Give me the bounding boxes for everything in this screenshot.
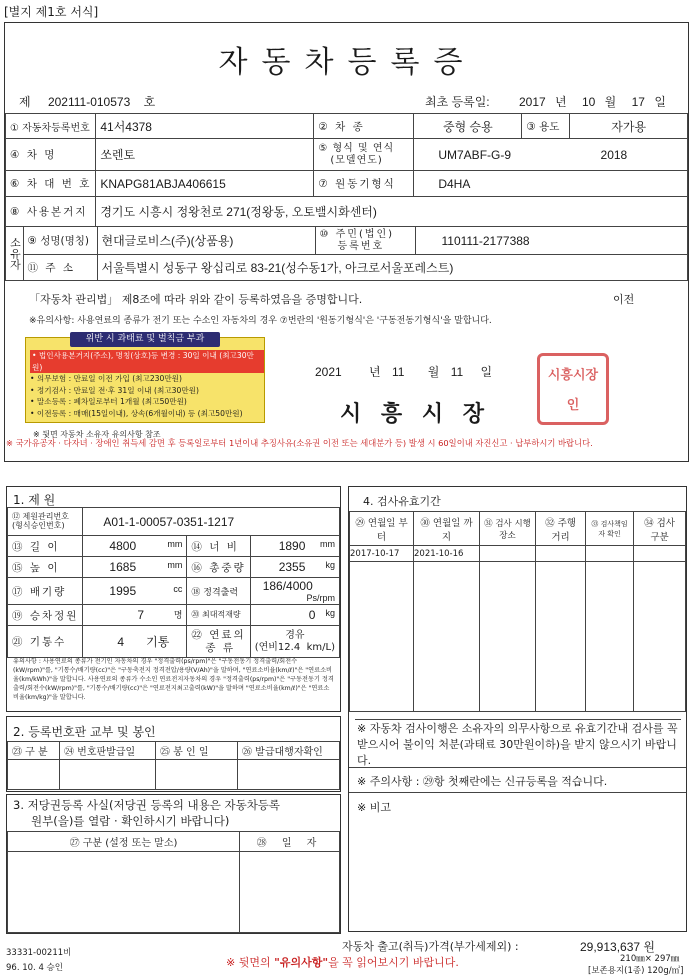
base-value: 경기도 시흥시 정왕천로 271(정왕동, 오토밸시화센터)	[96, 197, 688, 227]
cyl-value	[83, 626, 187, 658]
spec-num: 7	[137, 608, 145, 622]
engine-label: ⑦ 원동기형식	[314, 171, 414, 197]
spec-value	[83, 578, 187, 605]
plate-col: ㉕ 봉 인 일	[156, 742, 238, 760]
seal-text: 시흥시장인	[547, 368, 599, 413]
approval-label	[8, 508, 83, 536]
fuel-label-2: 종 류	[205, 641, 236, 654]
penalty-list	[30, 350, 264, 419]
mortgage-table	[7, 831, 340, 933]
price-label: 자동차 출고(취득)가격(부가세제외) :	[342, 940, 519, 953]
plate-box	[6, 716, 341, 792]
spec-num: 186/4000	[262, 579, 313, 593]
inspection-caution: ※ 주의사항 : ㉙항 첫째란에는 신규등록을 적습니다.	[357, 775, 608, 788]
spec-unit: cc	[173, 584, 183, 594]
spec-num: 4800	[109, 539, 137, 553]
first-registration	[425, 93, 666, 110]
inspection-divider-2	[349, 767, 686, 768]
inspection-heading: 4. 검사유효기간	[363, 495, 441, 508]
car-type-label: ② 차 종	[314, 114, 414, 139]
inspection-cell	[480, 546, 536, 562]
model-label	[314, 139, 414, 171]
spec-value	[250, 605, 339, 626]
cyl-label: ㉑ 기통수	[8, 626, 83, 658]
year-unit: 년	[555, 95, 567, 109]
model-value: UM7ABF-G-9	[438, 147, 512, 162]
certify-text: 「자동차 관리법」 제8조에 따라 위와 같이 등록하였음을 증명합니다.	[29, 293, 363, 306]
spec-label: ⑱ 정격출력	[187, 578, 250, 605]
cyl-unit: 기통	[146, 635, 170, 649]
plate-heading: 2. 등록번호판 교부 및 봉인	[13, 725, 156, 739]
inspection-cell	[586, 562, 634, 712]
paper-type: [보존용지(1종) 120g/㎡]	[588, 966, 684, 976]
issue-date	[315, 363, 492, 380]
plate-col: ㉖ 발급대행자확인	[238, 742, 340, 760]
owner-id-label-1: ⑩ 주민(법인)	[319, 229, 395, 240]
form-code: 33331-00211비	[6, 948, 72, 958]
inspection-col: ㉛ 검사 시행장소	[480, 512, 536, 546]
inspection-cell	[634, 562, 686, 712]
inspection-row	[350, 546, 686, 562]
issue-month: 11	[391, 365, 405, 379]
price-value: 29,913,637 원	[580, 940, 655, 954]
issue-d: 일	[480, 365, 493, 379]
inspection-col: ㉚ 연월일 까지	[414, 512, 480, 546]
inspection-to: 2021-10-16	[414, 546, 480, 562]
inspection-cell	[480, 562, 536, 712]
owner-addr-label: ⑪ 주 소	[23, 255, 97, 281]
spec-value	[83, 605, 187, 626]
fuel-label	[187, 626, 250, 658]
car-name-label: ④ 차 명	[6, 139, 96, 171]
penalty-line-2: • 의무보험 : 만료일 이전 가입 (최고230만원)	[30, 374, 182, 383]
owner-id-label-2: 등록번호	[337, 240, 385, 252]
vin-label: ⑥ 차 대 번 호	[6, 171, 96, 197]
tax-notice: ※ 국가유공자 · 다자녀 · 장애인 취득세 감면 후 등록일로부터 1년이내 추징사유(소유권 이전 또는 세대분가 등) 발생 시 60일이내 자진신고 · 납부하시기 바랍니다.	[6, 438, 593, 448]
month-unit: 월	[604, 95, 617, 109]
first-reg-label: 최초 등록일:	[425, 95, 490, 109]
form-label: [별지 제1호 서식]	[4, 5, 99, 19]
owner-name-value: 현대글로비스(주)(상품용)	[97, 227, 315, 255]
issue-day: 11	[450, 365, 464, 379]
fuel-eff: (연비12.4	[254, 641, 301, 653]
penalty-line-4: • 말소등록 : 폐차일로부터 1개월 (최고50만원)	[30, 397, 187, 406]
model-label-1: ⑤ 형식 및 연식	[318, 143, 395, 154]
mortgage-heading: 3. 저당권등록 사실(저당권 등록의 내용은 자동차등록	[13, 798, 281, 812]
fuel-value	[250, 626, 339, 658]
vin-value: KNAPG81ABJA406615	[96, 171, 314, 197]
paper-size: 210㎜× 297㎜	[620, 954, 680, 964]
spec-label: ⑰ 배기량	[8, 578, 83, 605]
reg-no-label: ① 자동차등록번호	[6, 114, 96, 139]
owner-side-text: 소유자	[8, 237, 22, 270]
spec-unit: kg	[325, 608, 335, 618]
issue-year: 2021	[315, 365, 342, 379]
spec-note: 유의사항 : 사용연료의 종류가 전기인 자동차의 경우 "정격출력(ps/rpm)"은 "구동전동기 정격출력/회전수(kW/rpm)"를, "기통수/배기량(cc)"은 "구동축전지 정격전압/용량(V/Ah)"을 말하며, "연료소비율(km/ℓ)"은 "연료소비율(km/kWh)"을 말합니다. 사용연료의 종류가 수소인 연료전지자동차의 경우 "정격출력(ps/rpm)"은 "구동전동기 정격출력/회전수(kW/rpm)"를, "기통수/배기량(cc)"은 "연료전지최고출력(kW)"을 말하며 "연료소비율(km/ℓ)"은 "연료소비율(km/kg)"을 말합니다.	[13, 658, 334, 701]
approval-label-2: (형식승인번호)	[12, 520, 65, 530]
owner-addr-value: 서울특별시 성동구 왕십리로 83-21(성수동1가, 아크로서울포레스트)	[97, 255, 688, 281]
mortgage-cell	[240, 852, 340, 933]
spec-value	[250, 536, 339, 557]
inspection-cell	[536, 562, 586, 712]
approval-date: 96. 10. 4 승인	[6, 963, 63, 973]
mortgage-heading-2: 원부(을)를 열람 · 확인하시기 바랍니다)	[31, 814, 230, 828]
official-seal	[537, 353, 609, 425]
doc-number: 202111-010573	[47, 95, 131, 109]
spec-unit: mm	[320, 539, 335, 549]
inspection-divider-3	[349, 792, 686, 793]
spec-label: ⑳ 최대적재량	[187, 605, 250, 626]
spec-num: 0	[308, 608, 316, 622]
inspection-cell	[536, 546, 586, 562]
read-notice	[226, 954, 459, 970]
first-reg-day: 17	[631, 95, 645, 109]
spec-table	[7, 507, 340, 658]
fuel-eff-unit: km/L)	[306, 641, 335, 653]
inspection-row	[350, 562, 686, 712]
spec-label: ⑮ 높 이	[8, 557, 83, 578]
issue-m: 월	[427, 365, 440, 379]
owner-table	[5, 226, 688, 281]
penalty-line-5: • 이전등록 : 매매(15일이내), 상속(6개월이내) 등 (최고50만원)	[30, 408, 243, 418]
approval-value: A01-1-00057-0351-1217	[83, 508, 340, 536]
usage-label: ③ 용도	[522, 114, 570, 139]
inspection-cell	[414, 562, 480, 712]
spec-num: 2355	[278, 560, 306, 574]
plate-cell	[238, 760, 340, 790]
inspection-col: ㉜ 주행 거리	[536, 512, 586, 546]
reg-no-value: 41서4378	[96, 114, 314, 139]
read-notice-a: ※ 뒷면의	[226, 956, 275, 969]
inspection-notice: ※ 자동차 검사이행은 소유자의 의무사항으로 유효기간내 검사를 꼭 받으시어 불이익 처분(과태료 30만원이하)을 받지 않으시기 바랍니다.	[357, 722, 678, 767]
spec-num: 1995	[109, 584, 137, 598]
engine-value: D4HA	[414, 171, 688, 197]
penalty-line-3: • 정기검사 : 만료일 전·후 31일 이내 (최고30만원)	[30, 385, 199, 395]
inspection-box	[348, 486, 687, 932]
model-label-2: (모델연도)	[330, 154, 383, 166]
spec-value	[83, 536, 187, 557]
car-name-value: 쏘렌토	[96, 139, 314, 171]
doc-no-suffix: 호	[143, 95, 156, 109]
inspection-table	[349, 511, 686, 712]
mortgage-cell	[8, 852, 240, 933]
spec-label: ⑯ 총중량	[187, 557, 250, 578]
car-type-value: 중형 승용	[414, 114, 522, 139]
certificate-box	[4, 22, 689, 462]
model-cell	[414, 139, 688, 171]
plate-col: ㉓ 구 분	[8, 742, 60, 760]
penalty-back-note: ※ 뒷면 자동차 소유자 유의사항 참조	[33, 430, 161, 439]
inspection-cell	[634, 546, 686, 562]
spec-value	[250, 578, 339, 605]
model-year: 2018	[600, 147, 628, 162]
plate-cell	[156, 760, 238, 790]
first-reg-month: 10	[581, 95, 596, 109]
doc-no-prefix: 제	[19, 95, 31, 109]
mortgage-col: ㉗ 구분 (설정 또는 말소)	[8, 832, 240, 852]
spec-value	[83, 557, 187, 578]
spec-unit: 명	[173, 610, 183, 620]
inspection-divider	[355, 719, 681, 720]
usage-value: 자가용	[570, 114, 688, 139]
spec-unit: kg	[325, 560, 335, 570]
inspection-from: 2017-10-17	[350, 546, 414, 562]
spec-unit: Ps/rpm	[306, 593, 335, 603]
plate-cell	[8, 760, 60, 790]
remark: ※ 비고	[357, 801, 391, 814]
spec-value	[250, 557, 339, 578]
spec-label: ⑬ 길 이	[8, 536, 83, 557]
plate-table	[7, 741, 340, 790]
issue-y: 년	[369, 365, 381, 379]
inspection-col: ㉙ 연월일 부터	[350, 512, 414, 546]
fuel-type: 경유	[285, 629, 305, 641]
inspection-cell	[586, 546, 634, 562]
registration-table	[5, 113, 688, 227]
cert-note-right: 이전	[613, 293, 635, 306]
spec-label: ⑭ 너 비	[187, 536, 250, 557]
owner-id-label	[315, 227, 415, 255]
owner-id-value: 110111-2177388	[415, 227, 688, 255]
spec-unit: mm	[167, 539, 183, 549]
spec-label: ⑲ 승차정원	[8, 605, 83, 626]
first-reg-year: 2017	[518, 95, 546, 109]
inspection-col: ㉝ 검사책임자 확인	[586, 512, 634, 546]
plate-col: ㉔ 번호판발급일	[60, 742, 156, 760]
read-notice-b: "유의사항"	[274, 956, 329, 969]
mortgage-col: ㉘ 일 자	[240, 832, 340, 852]
approval-label-1: ⑫ 제원관리번호	[12, 512, 69, 522]
cyl-num: 4	[117, 635, 125, 649]
spec-box	[6, 486, 341, 712]
plate-cell	[60, 760, 156, 790]
mortgage-box	[6, 794, 341, 934]
base-label: ⑧ 사용본거지	[6, 197, 96, 227]
spec-num: 1685	[109, 560, 137, 574]
owner-name-label: ⑨ 성명(명칭)	[23, 227, 97, 255]
penalty-title: 위반 시 과태료 및 벌칙금 부과	[70, 332, 220, 347]
issuer: 시 흥 시 장	[340, 401, 490, 427]
spec-unit: mm	[167, 560, 183, 570]
fuel-note: ※유의사항: 사용연료의 종류가 전기 또는 수소인 자동차의 경우 ⑦번란의 '원동기형식'은 '구동전동기형식'을 말합니다.	[29, 316, 492, 326]
read-notice-c: 을 꼭 읽어보시기 바랍니다.	[328, 956, 459, 969]
penalty-line-1: • 법인사용본거지(주소), 명칭(상호)등 변경 : 30일 이내 (최고30만원)	[30, 350, 264, 373]
spec-num: 1890	[278, 539, 306, 553]
day-unit: 일	[654, 95, 666, 109]
doc-number-line	[19, 93, 155, 110]
page-title: 자동차등록증	[218, 45, 477, 80]
inspection-cell	[350, 562, 414, 712]
inspection-col: ㉞ 검사 구분	[634, 512, 686, 546]
penalty-box	[25, 334, 265, 423]
spec-heading: 1. 제 원	[13, 493, 56, 507]
owner-side-label	[6, 227, 24, 281]
fuel-label-1: ㉒ 연료의	[191, 628, 246, 641]
